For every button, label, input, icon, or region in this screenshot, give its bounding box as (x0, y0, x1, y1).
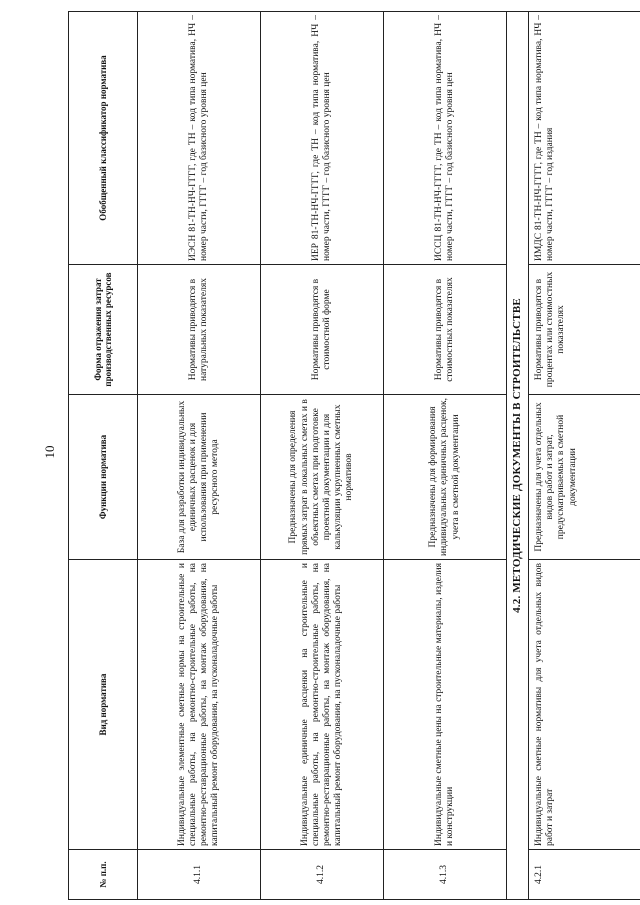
header-function: Функции норматива (69, 395, 138, 560)
row-type: Индивидуальные сметные нормативы для учета отдельных видов работ и затрат (529, 560, 640, 850)
row-code: ИССЦ 81-ТН-НЧ-ГГГГ, где ТН – код типа норматива, НЧ – номер части, ГГГГ – год базисного уровня цен (384, 12, 507, 265)
table-row (384, 12, 507, 900)
table-header-row (69, 12, 138, 900)
table-row (529, 12, 640, 900)
table-row (261, 12, 384, 900)
row-type: Индивидуальные единичные расценки на строительные и специальные работы, на ремонтно-строительные работы, на ремонтно-реставрационные работы, на монтаж оборудования, на капитальный ремонт оборудования, на пусконаладочные работы (261, 560, 384, 850)
row-code: ИЭСН 81-ТН-НЧ-ГГГГ, где ТН – код типа норматива, НЧ – номер части, ГГГГ – год базисного уровня цен (138, 12, 261, 265)
section-row (507, 12, 529, 900)
row-form: Нормативы приводятся в натуральных показателях (138, 265, 261, 395)
row-number: 4.1.3 (384, 850, 507, 900)
row-number: 4.1.2 (261, 850, 384, 900)
row-form: Нормативы приводятся в стоимостных показателях (384, 265, 507, 395)
header-form: Форма отражения затрат производственных ресурсов (69, 265, 138, 395)
row-function: Предназначены для формирования индивидуальных единичных расценок, учета в сметной документации (384, 395, 507, 560)
normatives-table (68, 11, 640, 900)
row-code: ИМДС 81-ТН-НЧ-ГГГГ, где ТН – код типа норматива, НЧ – номер части, ГГГГ – год издания (529, 12, 640, 265)
row-number: 4.1.1 (138, 850, 261, 900)
header-num: № п.п. (69, 850, 138, 900)
row-form: Нормативы приводятся в процентах или стоимостных показателях (529, 265, 640, 395)
row-function: Предназначены для учета отдельных видов работ и затрат, предусматриваемых в сметной документации (529, 395, 640, 560)
section-title: 4.2. МЕТОДИЧЕСКИЕ ДОКУМЕНТЫ В СТРОИТЕЛЬСТВЕ (507, 12, 529, 900)
header-code: Обобщенный классификатор норматива (69, 12, 138, 265)
rotated-table-container (68, 12, 640, 900)
row-function: База для разработки индивидуальных единичных расценок и для использования при применении ресурсного метода (138, 395, 261, 560)
row-form: Нормативы приводятся в стоимостной форме (261, 265, 384, 395)
table-row (138, 12, 261, 900)
row-number: 4.2.1 (529, 850, 640, 900)
page-number: 10 (42, 445, 57, 459)
row-type: Индивидуальные сметные цены на строительные материалы, изделия и конструкции (384, 560, 507, 850)
row-function: Предназначены для определения прямых затрат в локальных сметах и в объектных сметах при подготовке проектной документации и для калькуляции укрупненных сметных нормативов (261, 395, 384, 560)
header-type: Вид норматива (69, 560, 138, 850)
row-type: Индивидуальные элементные сметные нормы на строительные и специальные работы, на ремонтно-строительные работы, на ремонтно-реставрационные работы, на монтаж оборудования, на капитальный ремонт оборудования, на пусконаладочные работы (138, 560, 261, 850)
row-code: ИЕР 81-ТН-НЧ-ГГГГ, где ТН – код типа норматива, НЧ – номер части, ГГГГ – год базисного уровня цен (261, 12, 384, 265)
